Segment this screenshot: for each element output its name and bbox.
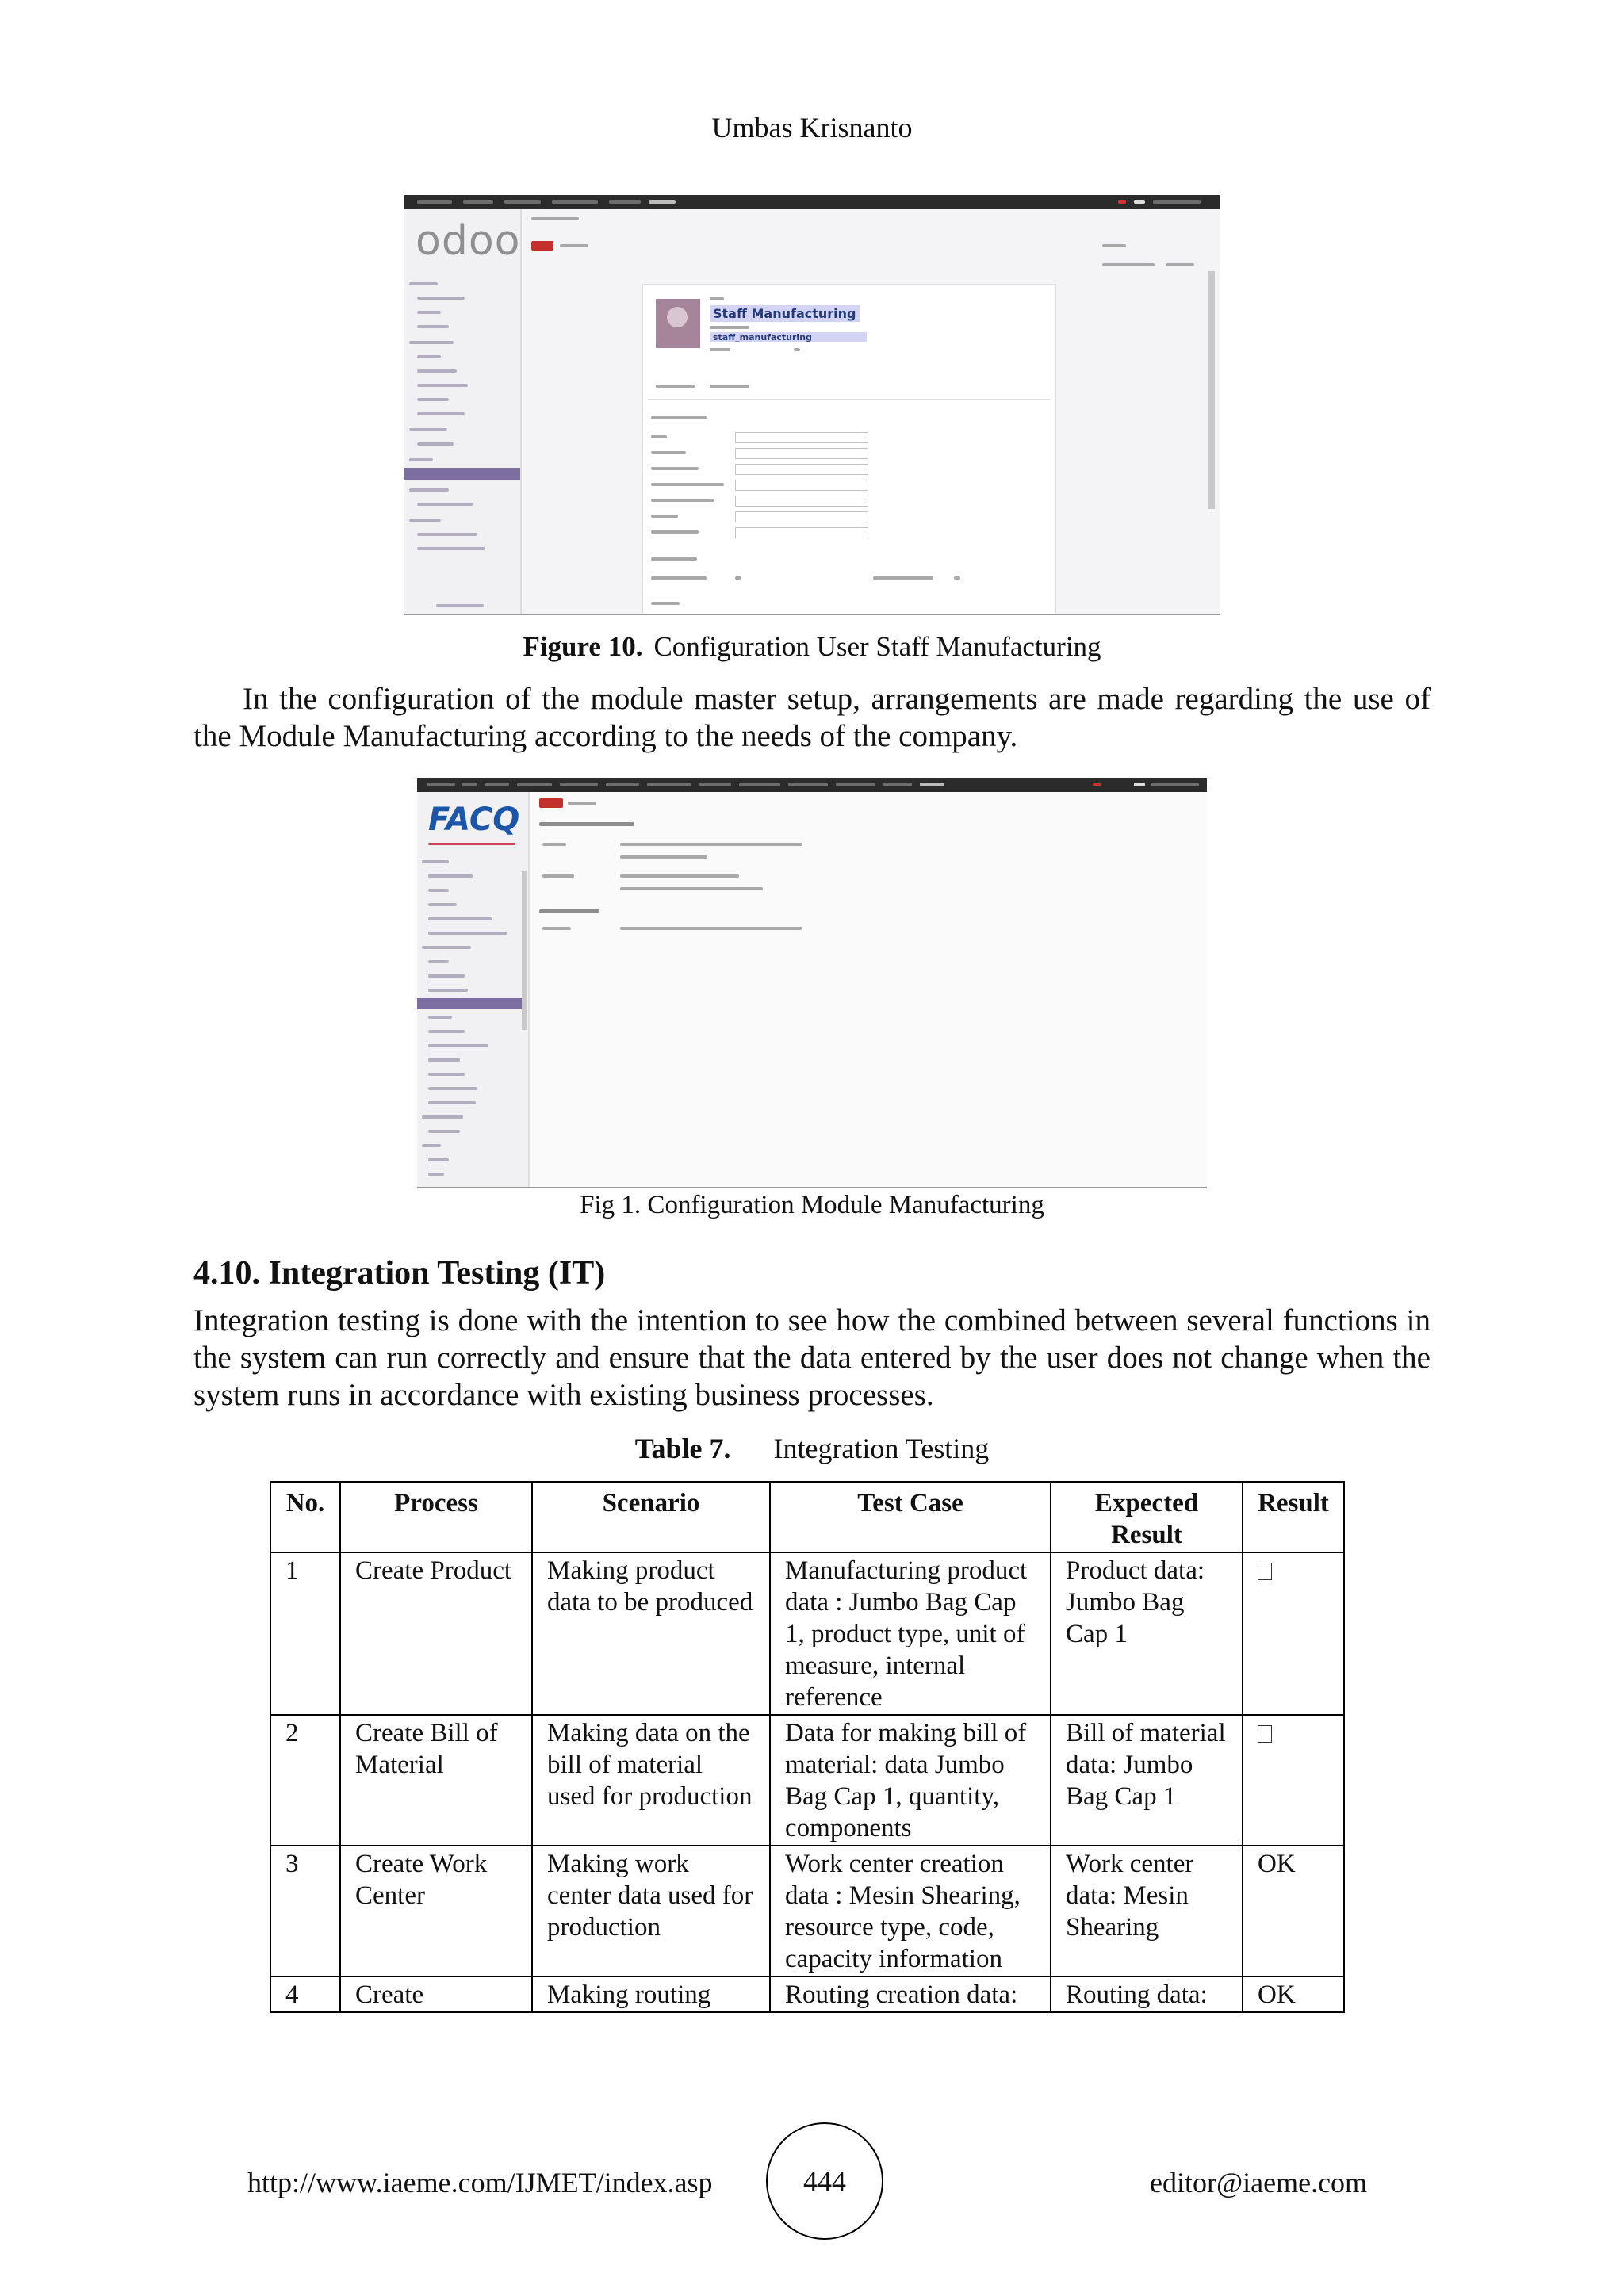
figure-11-caption: Fig 1. Configuration Module Manufacturing <box>580 1191 1044 1219</box>
cell-no: 3 <box>270 1846 340 1976</box>
cell-expected-result: Work center data: Mesin Shearing <box>1051 1846 1243 1976</box>
table-row <box>270 1552 1344 1715</box>
user-form <box>642 284 1056 615</box>
col-header-scenario: Scenario <box>532 1482 770 1552</box>
checkbox-glyph-icon <box>1258 1563 1272 1580</box>
cell-result: OK <box>1243 1976 1344 2012</box>
cell-test-case: Work center creation data : Mesin Shearing, resource type, code, capacity information <box>770 1846 1051 1976</box>
cell-scenario: Making data on the bill of material used for production <box>532 1715 770 1846</box>
table-row <box>270 1846 1344 1976</box>
cell-scenario: Making product data to be produced <box>532 1552 770 1715</box>
table-7-title: Integration Testing <box>773 1433 990 1464</box>
cell-scenario: Making routing <box>532 1976 770 2012</box>
cell-process: Create Bill of Material <box>340 1715 532 1846</box>
table-row <box>270 1976 1344 2012</box>
integration-testing-table <box>270 1481 1345 2013</box>
paragraph-module-setup-text: In the configuration of the module master setup, arrangements are made regarding the use of the Module Manufacturing according to the needs of the company. <box>193 682 1431 753</box>
paragraph-module-setup <box>193 680 1431 755</box>
cell-expected-result: Product data: Jumbo Bag Cap 1 <box>1051 1552 1243 1715</box>
col-header-result: Result <box>1243 1482 1344 1552</box>
cell-process: Create Product <box>340 1552 532 1715</box>
figure-10-label: Figure 10. <box>523 631 643 662</box>
odoo-logo: odoo <box>416 217 521 265</box>
cell-test-case: Manufacturing product data : Jumbo Bag Cap 1, product type, unit of measure, internal reference <box>770 1552 1051 1715</box>
cell-scenario: Making work center data used for production <box>532 1846 770 1976</box>
cell-process: Create Work Center <box>340 1846 532 1976</box>
cell-expected-result: Routing data: <box>1051 1976 1243 2012</box>
table-7-caption <box>0 1432 1624 1465</box>
cell-test-case: Routing creation data: <box>770 1976 1051 2012</box>
cell-no: 2 <box>270 1715 340 1846</box>
cell-result <box>1243 1552 1344 1715</box>
running-header-author: Umbas Krisnanto <box>711 112 913 144</box>
cell-no: 4 <box>270 1976 340 2012</box>
cell-result: OK <box>1243 1846 1344 1976</box>
user-name-field[interactable]: Staff Manufacturing <box>710 305 860 322</box>
table-row <box>270 1715 1344 1846</box>
cell-no: 1 <box>270 1552 340 1715</box>
figure-10-screenshot <box>404 195 1220 615</box>
cell-process: Create <box>340 1976 532 2012</box>
facq-logo: FACQ <box>428 802 520 838</box>
paragraph-integration-testing: Integration testing is done with the intention to see how the combined between several functions in the system can run correctly and ensure that the data entered by the user does not change when the system runs in accordance with existing business processes. <box>193 1303 1431 1412</box>
save-button[interactable] <box>531 241 553 251</box>
table-header-row <box>270 1482 1344 1552</box>
app-sidebar <box>417 792 530 1187</box>
app-sidebar <box>404 209 522 614</box>
section-heading-integration-testing: 4.10. Integration Testing (IT) <box>193 1255 606 1292</box>
figure-11-screenshot <box>417 778 1207 1188</box>
apply-button[interactable] <box>539 798 563 808</box>
col-header-no: No. <box>270 1482 340 1552</box>
footer-editor-email[interactable]: editor@iaeme.com <box>1150 2167 1368 2198</box>
col-header-test-case: Test Case <box>770 1482 1051 1552</box>
user-avatar <box>656 299 700 348</box>
figure-10-caption-text: Configuration User Staff Manufacturing <box>653 631 1101 662</box>
page-number: 444 <box>766 2122 883 2240</box>
cell-test-case: Data for making bill of material: data Jumbo Bag Cap 1, quantity, components <box>770 1715 1051 1846</box>
app-top-bar <box>404 195 1220 209</box>
checkbox-glyph-icon <box>1258 1725 1272 1743</box>
col-header-expected-result: Expected Result <box>1051 1482 1243 1552</box>
footer-journal-url[interactable]: http://www.iaeme.com/IJMET/index.asp <box>247 2167 713 2198</box>
app-top-bar <box>417 778 1207 792</box>
cell-expected-result: Bill of material data: Jumbo Bag Cap 1 <box>1051 1715 1243 1846</box>
cell-result <box>1243 1715 1344 1846</box>
col-header-process: Process <box>340 1482 532 1552</box>
user-login-field[interactable]: staff_manufacturing <box>710 332 867 342</box>
figure-10-caption <box>0 631 1624 663</box>
table-7-label: Table 7. <box>634 1433 731 1464</box>
